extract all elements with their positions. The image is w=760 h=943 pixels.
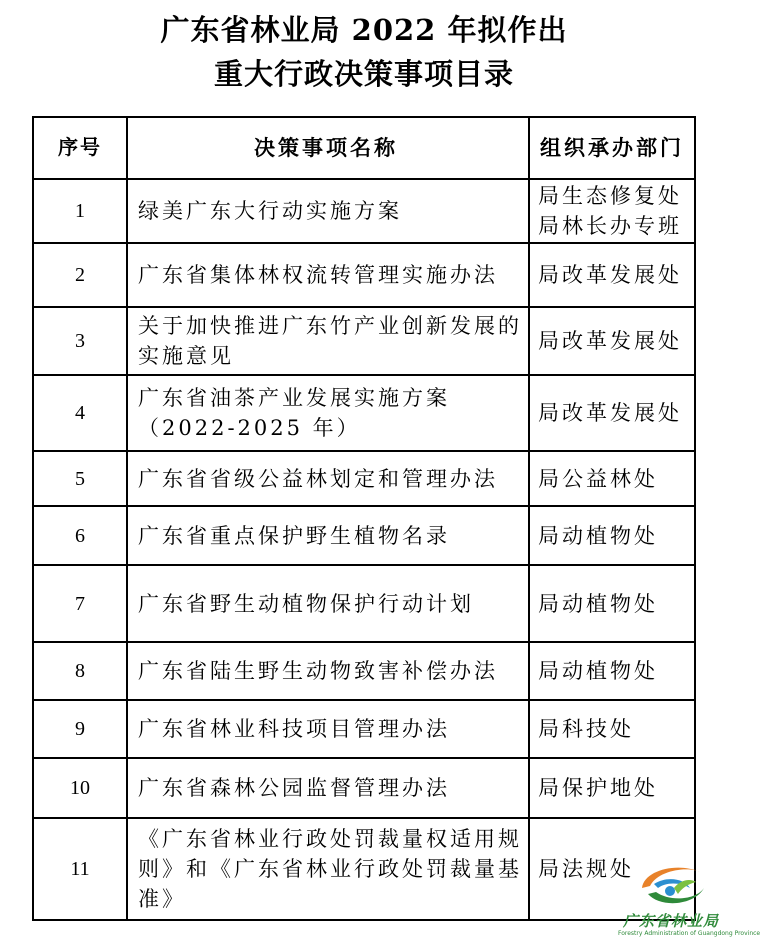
- header-name: 决策事项名称: [127, 117, 529, 179]
- table-row: [33, 758, 695, 818]
- table-body: [33, 179, 695, 920]
- cell-name: 广东省陆生野生动物致害补偿办法: [127, 642, 529, 700]
- cell-dept: 局改革发展处: [529, 243, 695, 307]
- logo-text: 广东省林业局: [622, 912, 719, 930]
- cell-no: 5: [33, 451, 127, 506]
- table-row: [33, 818, 695, 920]
- cell-dept: 局保护地处: [529, 758, 695, 818]
- table-row: [33, 243, 695, 307]
- document-title-line1: 广东省林业局 2022 年拟作出: [160, 13, 568, 47]
- cell-dept: 局生态修复处 局林长办专班: [529, 179, 695, 243]
- table-row: [33, 375, 695, 451]
- document-title-line2: 重大行政决策事项目录: [213, 57, 514, 91]
- cell-no: 8: [33, 642, 127, 700]
- forestry-logo: [618, 858, 760, 940]
- cell-no: 9: [33, 700, 127, 758]
- cell-name: 关于加快推进广东竹产业创新发展的实施意见: [127, 307, 529, 375]
- cell-no: 4: [33, 375, 127, 451]
- cell-dept: 局动植物处: [529, 565, 695, 642]
- header-no: 序号: [33, 117, 127, 179]
- logo-emblem-icon: [618, 858, 724, 912]
- cell-name: 广东省林业科技项目管理办法: [127, 700, 529, 758]
- cell-no: 10: [33, 758, 127, 818]
- header-dept: 组织承办部门: [529, 117, 695, 179]
- cell-no: 11: [33, 818, 127, 920]
- cell-no: 2: [33, 243, 127, 307]
- table-row: [33, 451, 695, 506]
- cell-no: 3: [33, 307, 127, 375]
- cell-name: 绿美广东大行动实施方案: [127, 179, 529, 243]
- cell-dept: 局法规处: [529, 818, 695, 920]
- table-row: [33, 307, 695, 375]
- table-row: [33, 506, 695, 565]
- cell-no: 1: [33, 179, 127, 243]
- logo-subtext: Forestry Administration of Guangdong Province: [618, 930, 760, 937]
- cell-dept: 局动植物处: [529, 642, 695, 700]
- cell-name: 广东省重点保护野生植物名录: [127, 506, 529, 565]
- table-row: [33, 179, 695, 243]
- cell-name: 《广东省林业行政处罚裁量权适用规则》和《广东省林业行政处罚裁量基准》: [127, 818, 529, 920]
- cell-no: 6: [33, 506, 127, 565]
- cell-name: 广东省省级公益林划定和管理办法: [127, 451, 529, 506]
- cell-name: 广东省集体林权流转管理实施办法: [127, 243, 529, 307]
- cell-dept: 局改革发展处: [529, 375, 695, 451]
- cell-dept: 局科技处: [529, 700, 695, 758]
- cell-name: 广东省野生动植物保护行动计划: [127, 565, 529, 642]
- decision-table: [32, 116, 696, 921]
- table-row: [33, 700, 695, 758]
- cell-dept: 局改革发展处: [529, 307, 695, 375]
- cell-no: 7: [33, 565, 127, 642]
- cell-dept: 局动植物处: [529, 506, 695, 565]
- table-row: [33, 565, 695, 642]
- cell-dept: 局公益林处: [529, 451, 695, 506]
- cell-name: 广东省油茶产业发展实施方案（2022-2025 年）: [127, 375, 529, 451]
- table-row: [33, 642, 695, 700]
- cell-name: 广东省森林公园监督管理办法: [127, 758, 529, 818]
- table-header-row: [33, 117, 695, 179]
